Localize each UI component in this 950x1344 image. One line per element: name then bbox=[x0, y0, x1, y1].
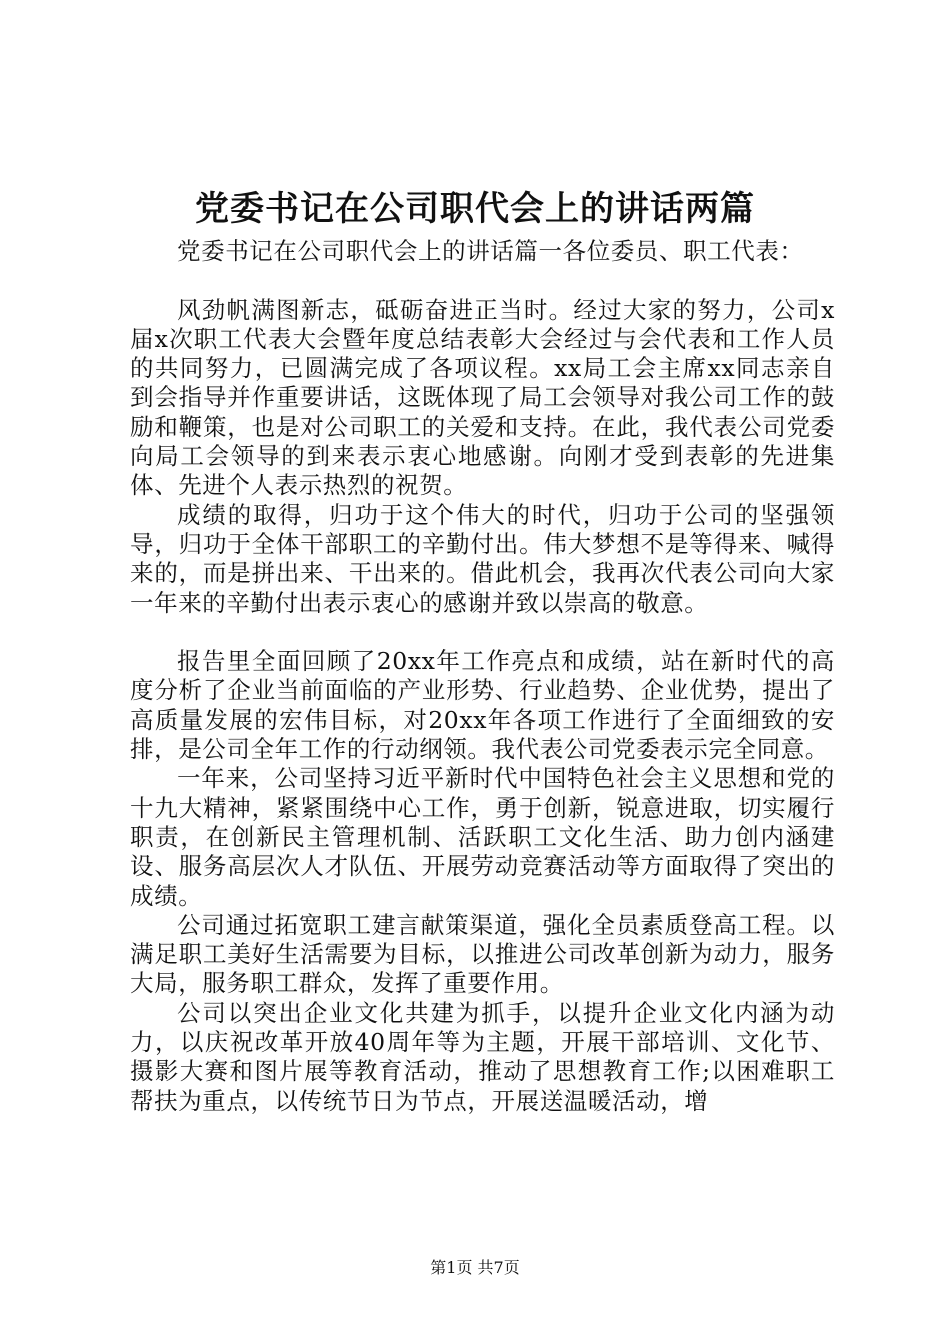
body-paragraph: 报告里全面回顾了20xx年工作亮点和成绩，站在新时代的高度分析了企业当前面临的产业形势、行业趋势、企业优势，提出了高质量发展的宏伟目标，对20xx年各项工作进行了全面细致的安排，是公司全年工作的行动纲领。我代表公司党委表示完全同意。 bbox=[130, 647, 835, 764]
paragraph-spacer bbox=[130, 618, 835, 647]
paragraph-spacer bbox=[130, 266, 835, 295]
body-paragraph: 公司通过拓宽职工建言献策渠道，强化全员素质登高工程。以满足职工美好生活需要为目标，以推进公司改革创新为动力，服务大局，服务职工群众，发挥了重要作用。 bbox=[130, 910, 835, 998]
document-title: 党委书记在公司职代会上的讲话两篇 bbox=[195, 189, 755, 229]
body-paragraph: 成绩的取得，归功于这个伟大的时代，归功于公司的坚强领导，归功于全体干部职工的辛勤付出。伟大梦想不是等得来、喊得来的，而是拼出来、干出来的。借此机会，我再次代表公司向大家一年来的辛勤付出表示衷心的感谢并致以崇高的敬意。 bbox=[130, 500, 835, 617]
body-paragraph: 一年来，公司坚持习近平新时代中国特色社会主义思想和党的十九大精神，紧紧围绕中心工作，勇于创新，锐意进取，切实履行职责，在创新民主管理机制、活跃职工文化生活、助力创内涵建设、服务高层次人才队伍、开展劳动竞赛活动等方面取得了突出的成绩。 bbox=[130, 764, 835, 910]
document-body bbox=[130, 237, 835, 1116]
body-paragraph: 风劲帆满图新志，砥砺奋进正当时。经过大家的努力，公司x届x次职工代表大会暨年度总结表彰大会经过与会代表和工作人员的共同努力，已圆满完成了各项议程。xx局工会主席xx同志亲自到会指导并作重要讲话，这既体现了局工会领导对我公司工作的鼓励和鞭策，也是对公司职工的关爱和支持。在此，我代表公司党委向局工会领导的到来表示衷心地感谢。向刚才受到表彰的先进集体、先进个人表示热烈的祝贺。 bbox=[130, 295, 835, 500]
salutation-paragraph: 党委书记在公司职代会上的讲话篇一各位委员、职工代表： bbox=[177, 237, 804, 265]
body-paragraph: 公司以突出企业文化共建为抓手，以提升企业文化内涵为动力，以庆祝改革开放40周年等为主题，开展干部培训、文化节、摄影大赛和图片展等教育活动，推动了思想教育工作;以困难职工帮扶为重点，以传统节日为节点，开展送温暖活动，增 bbox=[130, 998, 835, 1115]
page-number-footer: 第1页 共7页 bbox=[430, 1258, 520, 1277]
